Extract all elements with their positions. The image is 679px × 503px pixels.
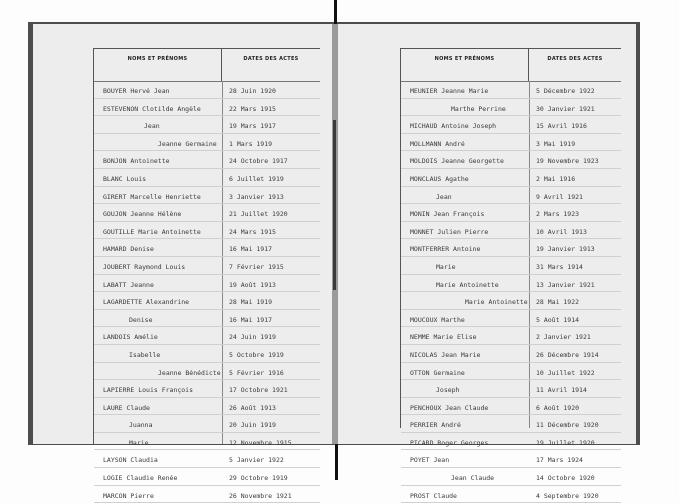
register-row (401, 380, 621, 398)
entry-name: PENCHOUX Jean Claude (410, 403, 489, 412)
entry-date: 19 Juillet 1920 (536, 438, 595, 447)
entry-name: GIRERT Marcelle Henriette (103, 192, 201, 201)
dates-column-header: DATES DES ACTES (547, 56, 603, 62)
right-page (338, 24, 636, 500)
register-row (401, 257, 621, 275)
entry-date: 24 Octobre 1917 (229, 157, 288, 166)
entry-date: 11 Décembre 1920 (536, 421, 599, 430)
names-column-header: NOMS ET PRÉNOMS (401, 49, 529, 81)
register-row (401, 134, 621, 152)
entry-date: 17 Mars 1924 (536, 456, 583, 465)
entry-name: MOLDOIS Jeanne Georgette (410, 157, 504, 166)
entry-date: 28 Mai 1922 (536, 298, 580, 307)
entry-date: 4 Septembre 1920 (536, 491, 599, 500)
register-row (94, 363, 320, 381)
register-row (94, 380, 320, 398)
register-row (94, 468, 320, 486)
entry-name: LANDOIS Amélie (103, 333, 158, 342)
entry-date: 29 Octobre 1919 (229, 474, 288, 483)
register-row (94, 257, 320, 275)
register-row (401, 204, 621, 222)
entry-date: 5 Août 1914 (536, 315, 580, 324)
entry-name: LAURE Claude (103, 403, 150, 412)
register-row (401, 292, 621, 310)
entry-date: 21 Juillet 1920 (229, 210, 288, 219)
entry-date: 14 Octobre 1920 (536, 474, 595, 483)
names-column-header: NOMS ET PRÉNOMS (94, 49, 222, 81)
register-row (94, 151, 320, 169)
entry-name: MEUNIER Jeanne Marie (410, 87, 489, 95)
entry-name: MONIN Jean François (410, 210, 485, 219)
register-row (401, 398, 621, 416)
entry-date: 10 Juillet 1922 (536, 368, 595, 377)
entry-name: Jeanne Bénédicte (158, 368, 221, 377)
entry-name: LABATT Jeanne (103, 280, 154, 289)
entry-name: MOUCOUX Marthe (410, 315, 465, 324)
register-row (94, 99, 320, 117)
left-rows (94, 81, 320, 500)
entry-name: LAYSON Claudia (103, 456, 158, 465)
entry-date: 10 Avril 1913 (536, 227, 587, 236)
entry-name: Joseph (436, 386, 460, 395)
entry-date: 2 Janvier 1921 (536, 333, 591, 342)
register-row (401, 450, 621, 468)
entry-date: 12 Novembre 1915 (229, 438, 292, 447)
entry-name: Juanna (129, 421, 153, 430)
entry-name: NEMME Marie Elise (410, 333, 477, 342)
entry-name: BLANC Louis (103, 174, 147, 183)
entry-name: BONJON Antoinette (103, 157, 170, 166)
entry-name: POYET Jean (410, 456, 450, 465)
entry-name: Jeanne Germaine (158, 139, 217, 148)
register-row (401, 222, 621, 240)
entry-name: LAPIERRE Louis François (103, 386, 194, 395)
entry-name: NICOLAS Jean Marie (410, 350, 481, 359)
register-row (94, 187, 320, 205)
register-row (94, 433, 320, 451)
register-row (94, 345, 320, 363)
register-row (401, 239, 621, 257)
right-register-table (400, 48, 621, 500)
register-row (94, 275, 320, 293)
entry-name: MONNET Julien Pierre (410, 227, 489, 236)
entry-name: MONTFERRER Antoine (410, 245, 481, 254)
left-register-table (93, 48, 320, 500)
left-page (33, 24, 332, 500)
register-row (401, 468, 621, 486)
entry-name: Marie (129, 438, 149, 447)
register-row (94, 239, 320, 257)
entry-date: 3 Mai 1919 (536, 139, 576, 148)
entry-date: 5 Décembre 1922 (536, 87, 595, 95)
entry-date: 19 Novembre 1923 (536, 157, 599, 166)
register-row (401, 345, 621, 363)
entry-date: 26 Décembre 1914 (536, 350, 599, 359)
register-row (94, 204, 320, 222)
entry-name: Jean (436, 192, 452, 201)
register-row (401, 310, 621, 328)
entry-date: 5 Octobre 1919 (229, 350, 284, 359)
register-row (401, 486, 621, 503)
binding-strip-bottom (335, 444, 338, 480)
register-row (401, 151, 621, 169)
entry-name: MOLLMANN André (410, 139, 465, 148)
entry-name: Jean (144, 122, 160, 131)
entry-date: 28 Mai 1919 (229, 298, 273, 307)
right-table-header (401, 48, 621, 82)
entry-date: 2 Mai 1916 (536, 174, 576, 183)
entry-date: 20 Juin 1919 (229, 421, 276, 430)
register-row (94, 327, 320, 345)
entry-date: 26 Novembre 1921 (229, 491, 292, 500)
entry-date: 26 Août 1913 (229, 403, 276, 412)
entry-date: 7 Février 1915 (229, 262, 284, 271)
entry-name: LAGARDETTE Alexandrine (103, 298, 190, 307)
entry-date: 17 Octobre 1921 (229, 386, 288, 395)
register-row (94, 292, 320, 310)
entry-name: Jean Claude (451, 474, 495, 483)
entry-date: 2 Mars 1923 (536, 210, 580, 219)
register-row (401, 169, 621, 187)
register-row (94, 222, 320, 240)
register-row (401, 187, 621, 205)
register-row (94, 486, 320, 503)
entry-date: 24 Juin 1919 (229, 333, 276, 342)
entry-date: 9 Avril 1921 (536, 192, 583, 201)
register-row (401, 363, 621, 381)
entry-name: Marie Antoinette (436, 280, 499, 289)
entry-date: 1 Mars 1919 (229, 139, 273, 148)
entry-date: 11 Avril 1914 (536, 386, 587, 395)
entry-name: MONCLAUS Agathe (410, 174, 469, 183)
register-row (94, 310, 320, 328)
entry-name: Isabelle (129, 350, 161, 359)
entry-name: LOGIE Claudie Renée (103, 474, 178, 483)
entry-date: 16 Mai 1917 (229, 245, 273, 254)
register-row (401, 116, 621, 134)
entry-date: 19 Août 1913 (229, 280, 276, 289)
entry-name: JOUBERT Raymond Louis (103, 262, 186, 271)
entry-name: Marie Antoinette (465, 298, 528, 307)
register-row (94, 116, 320, 134)
entry-date: 24 Mars 1915 (229, 227, 276, 236)
entry-date: 5 Janvier 1922 (229, 456, 284, 465)
register-row (401, 275, 621, 293)
entry-name: PERRIER André (410, 421, 461, 430)
entry-name: Marthe Perrine (451, 104, 506, 113)
entry-name: MICHAUD Antoine Joseph (410, 122, 497, 131)
register-row (94, 450, 320, 468)
entry-date: 13 Janvier 1921 (536, 280, 595, 289)
entry-name: GOUJON Jeanne Hélène (103, 210, 182, 219)
register-row (401, 99, 621, 117)
register-row (401, 433, 621, 451)
entry-date: 6 Août 1920 (536, 403, 580, 412)
entry-name: BOUYER Hervé Jean (103, 87, 170, 95)
left-table-header (94, 48, 320, 82)
register-row (401, 415, 621, 433)
binding-stitch (333, 120, 336, 290)
entry-date: 15 Avril 1916 (536, 122, 587, 131)
entry-date: 22 Mars 1915 (229, 104, 276, 113)
register-row (94, 81, 320, 99)
entry-name: PICARD Roger Georges (410, 438, 489, 447)
entry-name: Marie (436, 262, 456, 271)
entry-name: Denise (129, 315, 153, 324)
register-row (94, 134, 320, 152)
entry-name: ESTEVENON Clotilde Angèle (103, 104, 201, 113)
register-row (94, 169, 320, 187)
entry-date: 30 Janvier 1921 (536, 104, 595, 113)
entry-name: HAMARD Denise (103, 245, 154, 254)
entry-date: 31 Mars 1914 (536, 262, 583, 271)
binding-strip-top (334, 0, 337, 24)
entry-date: 19 Janvier 1913 (536, 245, 595, 254)
entry-date: 5 Février 1916 (229, 368, 284, 377)
entry-date: 28 Juin 1920 (229, 87, 276, 95)
entry-date: 6 Juillet 1919 (229, 174, 284, 183)
entry-date: 3 Janvier 1913 (229, 192, 284, 201)
register-row (94, 415, 320, 433)
entry-name: OTTON Germaine (410, 368, 465, 377)
entry-name: PROST Claude (410, 491, 457, 500)
right-rows (401, 81, 621, 500)
register-row (94, 398, 320, 416)
entry-date: 16 Mai 1917 (229, 315, 273, 324)
dates-column-header: DATES DES ACTES (243, 56, 299, 62)
entry-name: MARCON Pierre (103, 491, 154, 500)
register-row (401, 81, 621, 99)
entry-name: GOUTILLE Marie Antoinette (103, 227, 201, 236)
register-row (401, 327, 621, 345)
entry-date: 19 Mars 1917 (229, 122, 276, 131)
